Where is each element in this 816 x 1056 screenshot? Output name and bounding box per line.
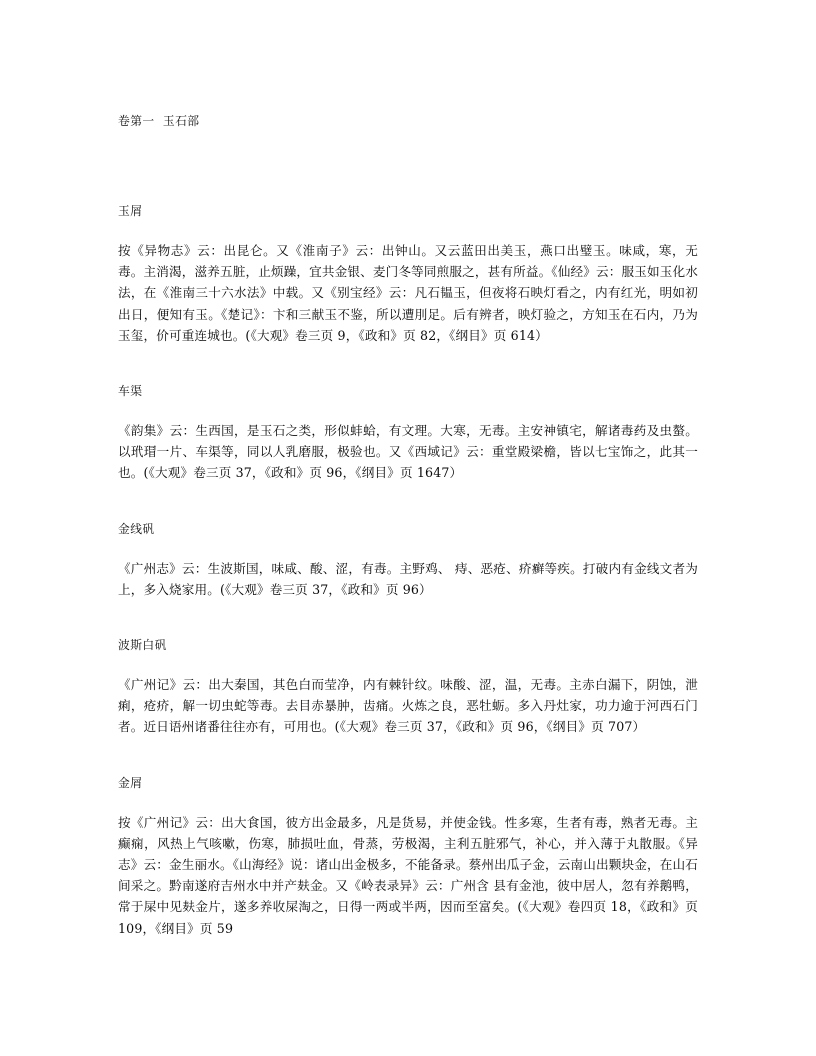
section-body-chequ: 《韵集》云：生西国，是玉石之类，形似蚌蛤，有文理。大寒，无毒。主安神镇宅，解诸毒药及虫螯。以玳瑁一片、车渠等，同以人乳磨服，极验也。又《西域记》云：重堂殿梁檐，皆以七宝饰之，此其一也。(《大观》卷三页 37，《政和》页 96，《纲目》页 1647）	[118, 423, 698, 481]
section-heading-bosibaifan: 波斯白矾	[118, 638, 167, 653]
section-body-jinxianfan: 《广州志》云：生波斯国，味咸、酸、涩，有毒。主野鸡、 痔、恶疮、疥癣等疾。打破内有金线文者为上，多入烧家用。(《大观》卷三页 37，《政和》页 96）	[118, 560, 698, 597]
section-heading-jinxie: 金屑	[118, 775, 143, 790]
section-jinxie	[118, 774, 697, 939]
running-title: 卷第一 玉石部	[118, 114, 200, 128]
section-chequ	[118, 382, 697, 484]
section-heading-yuxie: 玉屑	[118, 204, 143, 218]
section-body-yuxie: 按《异物志》云：出昆仑。又《淮南子》云：出钟山。又云蓝田出美玉，燕口出璧玉。味咸，寒，无毒。主消渴，滋养五脏，止烦躁，宜共金银、麦门冬等同煎服之，甚有所益。《仙经》云：服玉如玉化水法，在《淮南三十六水法》中载。又《别宝经》云：凡石韫玉，但夜将石映灯看之，内有红光，明如初出日，便知有玉。《楚记》：卞和三献玉不鉴，所以遭刖足。后有辨者，映灯验之，方知玉在石内，乃为玉玺，价可重连城也。(《大观》卷三页 9，《政和》页 82，《纲目》页 614）	[118, 243, 698, 343]
section-body-jinxie: 按《广州记》云：出大食国，彼方出金最多，凡是货易，并使金钱。性多寒，生者有毒，熟者无毒。主癫痫，风热上气咳嗽，伤寒，肺损吐血，骨蒸，劳极渴，主利五脏邪气，补心，并入薄于丸散服。《异志》云：金生丽水。《山海经》说：诸山出金极多，不能备录。蔡州出瓜子金，云南山出颗块金，在山石间采之。黔南遂府吉州水中并产麸金。又《岭表录异》云：广州含 县有金池，彼中居人，忽有养鹅鸭，常于屎中见麸金片，遂多养收屎淘之，日得一两或半两，因而至富矣。(《大观》卷四页 18，《政和》页 109，《纲目》页 59	[118, 814, 698, 936]
section-bosibaifan	[118, 636, 697, 738]
section-jinxianfan	[118, 520, 697, 600]
section-yuxie	[118, 202, 697, 346]
section-heading-chequ: 车渠	[118, 384, 143, 399]
section-body-bosibaifan: 《广州记》云：出大秦国，其色白而莹净，内有棘针纹。味酸、涩，温，无毒。主赤白漏下，阴蚀，泄痢，疮疥，解一切虫蛇等毒。去目赤暴肿，齿痛。火炼之良，恶牡蛎。多入丹灶家，功力逾于河西石门者。近日语州诸番往往亦有，可用也。(《大观》卷三页 37，《政和》页 96，《纲目》页 707）	[118, 677, 698, 735]
section-heading-jinxianfan: 金线矾	[118, 521, 155, 536]
